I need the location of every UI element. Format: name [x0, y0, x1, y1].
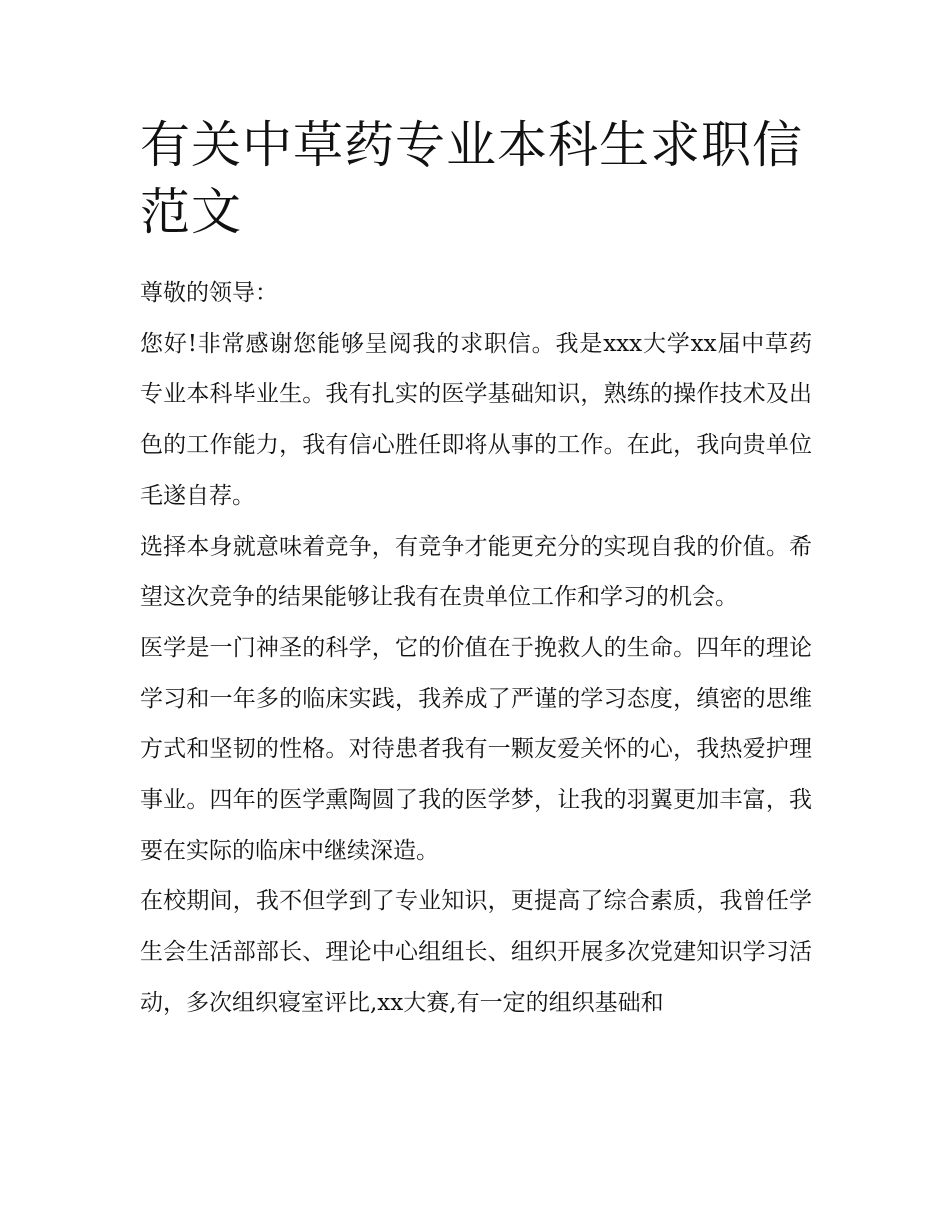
document-body	[140, 268, 812, 1029]
paragraph-4: 在校期间，我不但学到了专业知识，更提高了综合素质，我曾任学生会生活部部长、理论中心组组长、组织开展多次党建知识学习活动，多次组织寝室评比,xx大赛,有一定的组织基础和	[140, 888, 812, 1016]
paragraph-2: 选择本身就意味着竞争，有竞争才能更充分的实现自我的价值。希望这次竞争的结果能够让我有在贵单位工作和学习的机会。	[140, 533, 812, 611]
paragraph-1: 您好!非常感谢您能够呈阅我的求职信。我是xxx大学xx届中草药专业本科毕业生。我有扎实的医学基础知识，熟练的操作技术及出色的工作能力，我有信心胜任即将从事的工作。在此，我向贵单位毛遂自荐。	[140, 330, 812, 509]
document-title: 有关中草药专业本科生求职信范文	[140, 116, 803, 241]
salutation: 尊敬的领导：	[140, 280, 278, 306]
document-page	[140, 112, 812, 1029]
paragraph-3: 医学是一门神圣的科学，它的价值在于挽救人的生命。四年的理论学习和一年多的临床实践，我养成了严谨的学习态度，缜密的思维方式和坚韧的性格。对待患者我有一颗友爱关怀的心，我热爱护理事业。四年的医学熏陶圆了我的医学梦，让我的羽翼更加丰富，我要在实际的临床中继续深造。	[140, 634, 812, 864]
